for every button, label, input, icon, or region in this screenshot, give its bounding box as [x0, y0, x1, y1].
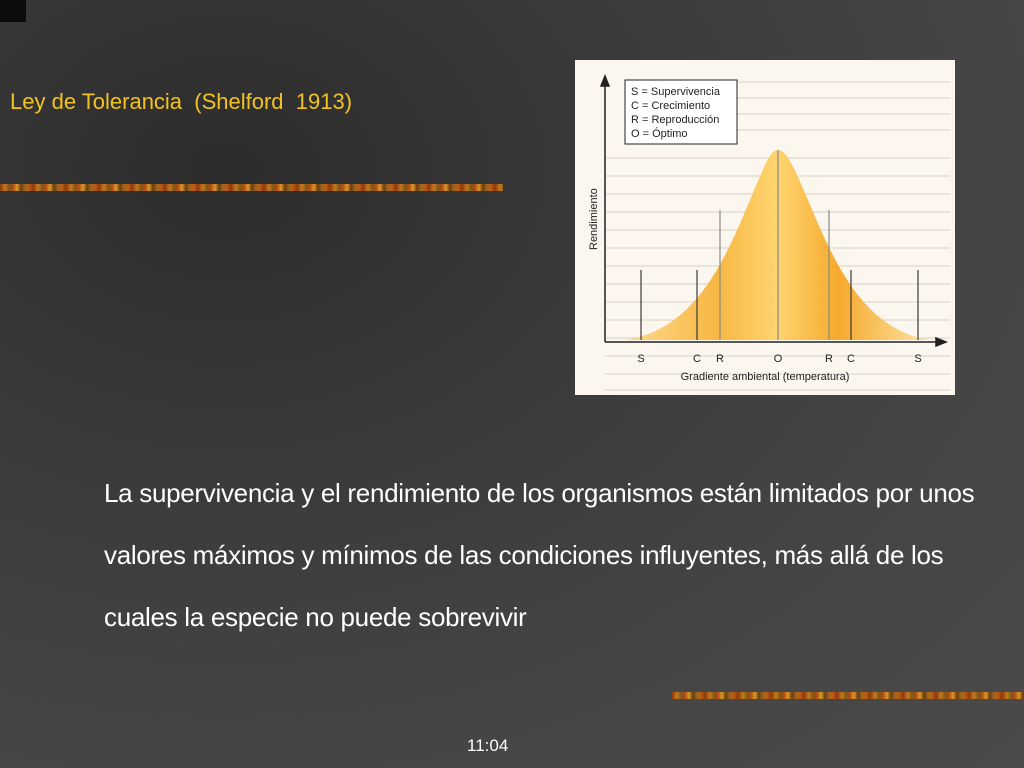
legend-entry: S = Supervivencia: [631, 86, 720, 98]
x-tick-label: S: [637, 353, 645, 365]
corner-mark: [0, 0, 26, 22]
legend-entry: C = Crecimiento: [631, 100, 711, 112]
x-tick-label: R: [716, 353, 724, 365]
x-tick-label: C: [847, 353, 855, 365]
x-tick-label: O: [773, 353, 783, 365]
x-tick-label: R: [825, 353, 833, 365]
decorative-band-top: [0, 184, 503, 191]
decorative-band-bottom: [672, 692, 1024, 699]
x-tick-label: C: [693, 353, 701, 365]
tolerance-curve-diagram: [575, 60, 955, 395]
y-axis-label: Rendimiento: [588, 188, 600, 250]
x-tick-label: S: [914, 353, 922, 365]
tolerance-figure: [575, 60, 955, 395]
footer-time: 11:04: [467, 736, 509, 755]
x-axis-label: Gradiente ambiental (temperatura): [680, 371, 850, 383]
legend-entry: R = Reproducción: [631, 114, 720, 126]
slide-body-text: La supervivencia y el rendimiento de los organismos están limitados por unos valores máximos y mínimos de las condiciones influyentes, más allá de los cuales la especie no puede sobrevivir: [104, 478, 975, 632]
legend-entry: O = Óptimo: [631, 128, 688, 140]
slide-title: Ley de Tolerancia (Shelford 1913): [10, 89, 353, 114]
